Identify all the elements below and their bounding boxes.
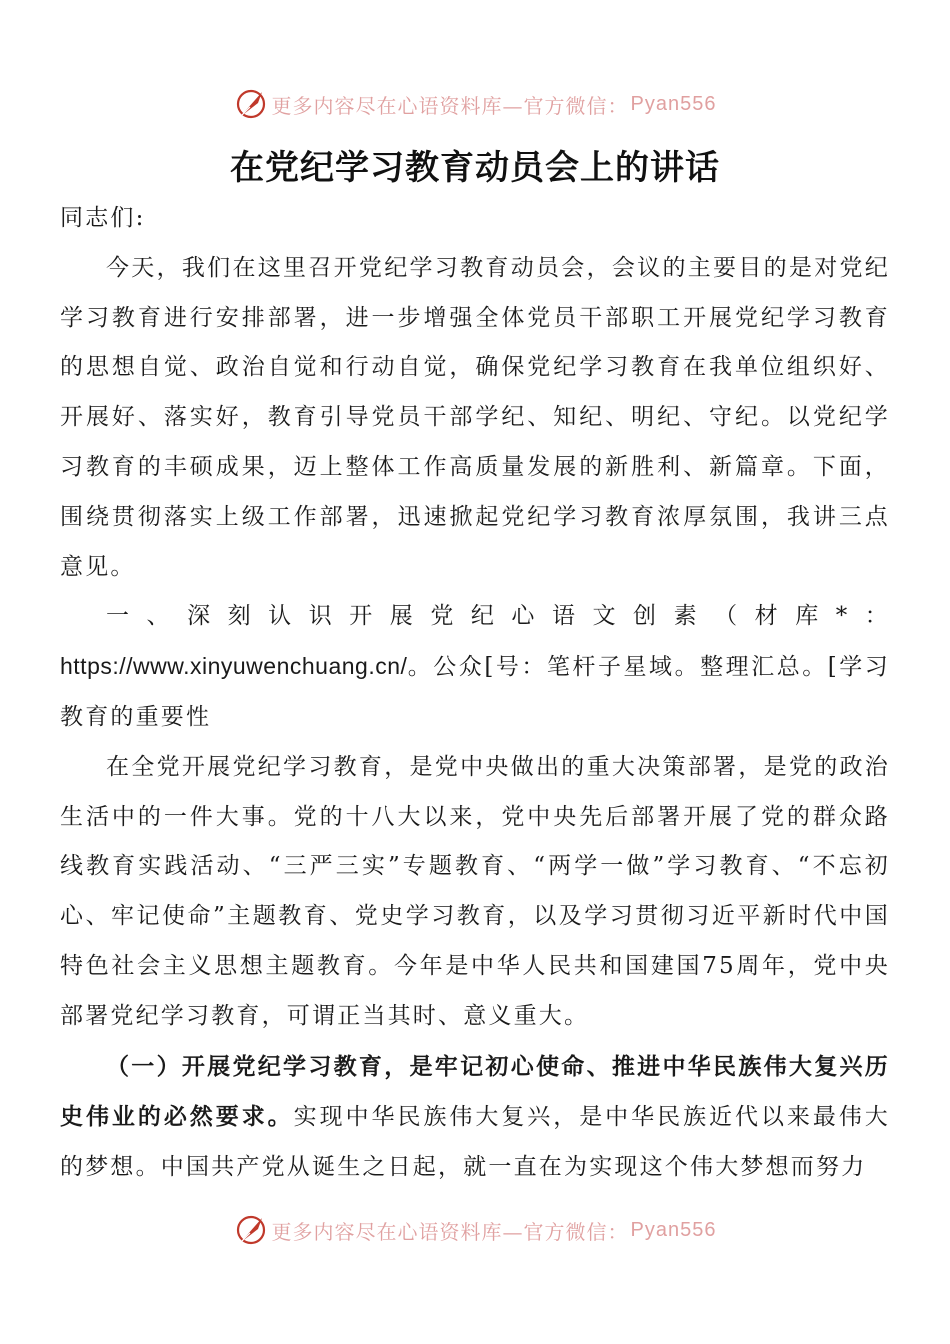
watermark-footer bbox=[0, 1210, 950, 1250]
watermark-wechat-id: Pyan556 bbox=[630, 1218, 717, 1241]
watermark-wechat-id: Pyan556 bbox=[630, 92, 717, 115]
quill-logo-icon bbox=[234, 1213, 268, 1247]
watermark-text: 更多内容尽在心语资料库—官方微信： bbox=[271, 93, 629, 118]
watermark-text: 更多内容尽在心语资料库—官方微信： bbox=[271, 1219, 629, 1244]
paragraph-intro: 今天，我们在这里召开党纪学习教育动员会，会议的主要目的是对党纪学习教育进行安排部署，进一步增强全体党员干部职工开展党纪学习教育的思想自觉、政治自觉和行动自觉，确保党纪学习教育在我单位组织好、开展好、落实好，教育引导党员干部学纪、知纪、明纪、守纪。以党纪学习教育的丰硕成果，迈上整体工作高质量发展的新胜利、新篇章。下面，围绕贯彻落实上级工作部署，迅速掀起党纪学习教育浓厚氛围，我讲三点意见。 bbox=[60, 254, 890, 580]
section-heading-1-suffix: 。公众[号：笔杆子星域。整理汇总。[学习教育的重要性 bbox=[60, 654, 890, 730]
document-title: 在党纪学习教育动员会上的讲话 bbox=[230, 148, 720, 188]
salutation: 同志们: bbox=[60, 205, 146, 231]
subsection-1-heading: （一）开展党纪学习教育，是牢记初心使命、推进中华民族伟大复兴历史伟业的必然要求。 bbox=[60, 1052, 890, 1131]
subsection-1-text: 实现中华民族伟大复兴，是中华民族近代以来最伟大的梦想。中国共产党从诞生之日起，就一直在为实现这个伟大梦想而努力 bbox=[60, 1104, 890, 1181]
watermark-header bbox=[0, 84, 950, 124]
paragraph-background: 在全党开展党纪学习教育，是党中央做出的重大决策部署，是党的政治生活中的一件大事。党的十八大以来，党中央先后部署开展了党的群众路线教育实践活动、“三严三实”专题教育、“两学一做”学习教育、“不忘初心、牢记使命”主题教育、党史学习教育，以及学习贯彻习近平新时代中国特色社会主义思想主题教育。今年是中华人民共和国建国75周年，党中央部署党纪学习教育，可谓正当其时、意义重大。 bbox=[60, 753, 890, 1029]
source-url-link[interactable]: https://www.xinyuwenchuang.cn/ bbox=[60, 653, 408, 680]
quill-logo-icon bbox=[234, 87, 268, 121]
section-heading-1-prefix: 一、深刻认识开展党纪心语文创素（材库*： bbox=[106, 603, 890, 630]
section-heading-1 bbox=[60, 592, 890, 742]
document-body bbox=[60, 194, 890, 1193]
subsection-1 bbox=[60, 1042, 890, 1193]
